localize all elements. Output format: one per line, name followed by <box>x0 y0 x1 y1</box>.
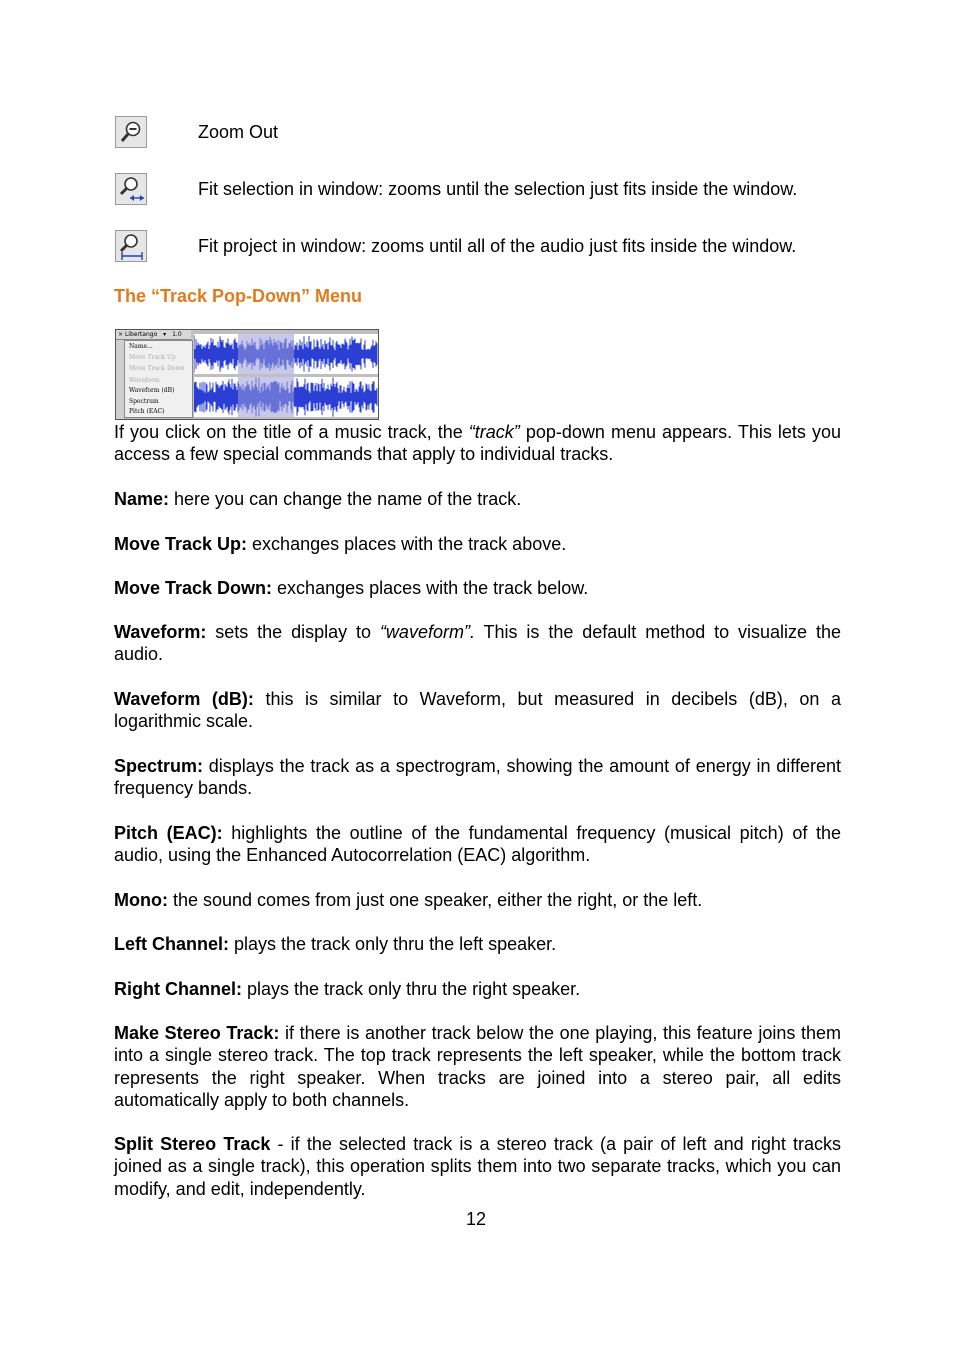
term: Move Track Down: <box>114 578 273 598</box>
description: - if the selected track is a stereo track (a pair of left and right tracks joined as a single track), this operation splits them into two separate tracks, which you can modify, and edit, independently. <box>114 1134 841 1199</box>
description: exchanges places with the track below. <box>272 578 589 598</box>
selection-region-bottom <box>238 377 294 417</box>
item-move-track-up <box>114 533 841 555</box>
description: the sound comes from just one speaker, either the right, or the left. <box>167 890 703 910</box>
item-waveform-db <box>114 688 841 733</box>
selection-region-top <box>238 334 294 374</box>
item-spectrum <box>114 755 841 800</box>
fit-project-label: Fit project in window: zooms until all of the audio just fits inside the window. <box>198 236 797 256</box>
zoom-out-label: Zoom Out <box>198 122 279 142</box>
fit-project-icon <box>115 230 147 262</box>
zoom-out-icon <box>115 116 147 148</box>
item-make-stereo-track <box>114 1022 841 1112</box>
description: plays the track only thru the right speaker. <box>242 979 581 999</box>
menu-item-pitch-eac[interactable]: Pitch (EAC) <box>129 408 165 415</box>
term: Right Channel: <box>114 979 242 999</box>
track-popdown-menu <box>124 340 193 418</box>
fit-selection-icon <box>115 173 147 205</box>
term: Mono: <box>114 890 168 910</box>
term: Spectrum: <box>114 756 204 776</box>
page-number: 12 <box>466 1209 487 1229</box>
description: displays the track as a spectrogram, showing the amount of energy in different frequency bands. <box>114 756 841 799</box>
track-popdown-screenshot <box>115 329 379 420</box>
term: Left Channel: <box>114 934 229 954</box>
item-right-channel <box>114 978 841 1000</box>
fit-selection-label: Fit selection in window: zooms until the selection just fits inside the window. <box>198 179 798 199</box>
item-mono <box>114 889 841 911</box>
intro-text-1: If you click on the title of a music track, the <box>114 422 469 442</box>
track-title-bar <box>116 330 191 340</box>
menu-item-move-track-down[interactable]: Move Track Down <box>129 365 185 372</box>
term: Make Stereo Track: <box>114 1023 280 1043</box>
track-rate: 1.0 <box>172 331 182 338</box>
intro-text-2: pop-down menu appears. This lets you access a few special commands that apply to individual tracks. <box>114 422 841 465</box>
track-vertical-ruler <box>116 340 124 420</box>
menu-item-waveform-db[interactable]: Waveform (dB) <box>129 387 175 394</box>
description: plays the track only thru the left speaker. <box>229 934 557 954</box>
menu-item-move-track-up[interactable]: Move Track Up <box>129 354 176 361</box>
term: Pitch (EAC): <box>114 823 223 843</box>
track-name: Libertango <box>124 331 158 338</box>
waveform-bottom <box>194 377 378 417</box>
item-split-stereo-track <box>114 1133 841 1200</box>
term: Name: <box>114 489 170 509</box>
section-title: The “Track Pop-Down” Menu <box>114 286 363 306</box>
description: This is the default method to visualize the audio. <box>114 622 841 665</box>
item-pitch-eac <box>114 822 841 867</box>
menu-item-spectrum[interactable]: Spectrum <box>129 398 159 405</box>
description: this is similar to Waveform, but measured in decibels (dB), on a logarithmic scale. <box>114 689 841 732</box>
item-move-track-down <box>114 577 841 599</box>
description-emphasis: “waveform”. <box>379 622 475 642</box>
fit-selection-row <box>115 173 855 209</box>
intro-emphasis: “track” <box>468 422 520 442</box>
chevron-down-icon: ▾ <box>163 331 167 338</box>
term: Move Track Up: <box>114 534 248 554</box>
description: exchanges places with the track above. <box>247 534 567 554</box>
track-close-icon: × <box>118 331 124 338</box>
waveform-top <box>194 334 378 374</box>
item-left-channel <box>114 933 841 955</box>
intro-paragraph <box>114 421 841 466</box>
description: sets the display to <box>206 622 380 642</box>
menu-item-name[interactable]: Name... <box>129 343 153 350</box>
menu-item-waveform[interactable]: Waveform <box>129 377 160 384</box>
description: if there is another track below the one playing, this feature joins them into a single stereo track. The top track represents the left speaker, while the bottom track represents the right speaker. When tracks are joined into a stereo pair, all edits automatically apply to both channels. <box>114 1023 841 1111</box>
item-name <box>114 488 841 510</box>
term: Split Stereo Track <box>114 1134 271 1154</box>
fit-project-row <box>115 230 855 266</box>
term: Waveform (dB): <box>114 689 254 709</box>
description: here you can change the name of the track. <box>169 489 522 509</box>
term: Waveform: <box>114 622 207 642</box>
description: highlights the outline of the fundamental frequency (musical pitch) of the audio, using the Enhanced Autocorrelation (EAC) algorithm. <box>114 823 841 866</box>
item-waveform <box>114 621 841 666</box>
zoom-out-row <box>115 116 855 152</box>
